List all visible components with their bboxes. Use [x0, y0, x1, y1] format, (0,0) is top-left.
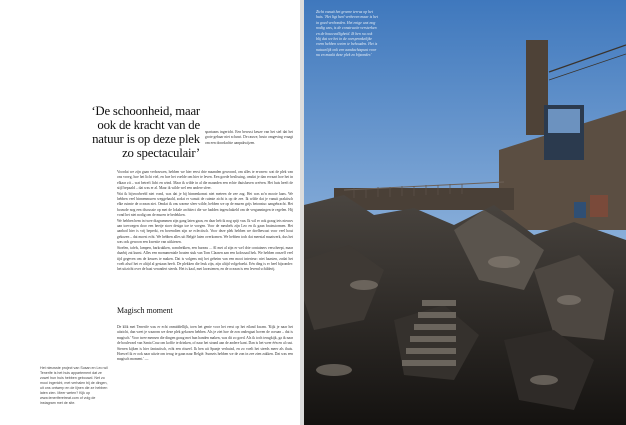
photo-caption-right: Zicht vanuit het groene terras op het huis. 'Het ligt heel verheven maar is het in goed verbonden. Het enige wat nog nodig was, is de constructie versterken en de bouwvalligheid. Ik ben nu ook blij dat we het in de oorspronkelijke vorm hebben weten te behouden. Het is natuurlijk ook een aandachtspunt voor nu en maakt deze plek zo bijzonder.'	[316, 10, 378, 58]
photo-caption-left: Het nieuwste project van Susan en Leo wil Tenerife is het huis appartement dat ze zowel hun huis hebben gebouwd. Net zo mooi ingericht, met verhalen bij de dingen, uit ons ontwerp en de lijnen die ze hebben laten zien. Meer weten? Kijk op www.teneriferetreat.com of volg de instagram met de site.	[40, 366, 108, 405]
lava-rocks	[304, 195, 626, 425]
left-page	[0, 0, 300, 425]
body-column	[117, 170, 293, 273]
subheading: Magisch moment	[117, 306, 173, 315]
body-paragraph: Stoelen, tafels, lampen, barkrukken, wandrekken, een bureau ... Al met al zijn er wel drie containers verscheept, maar daarbij zat kunst. Alles een monumentale houten stuk van Tom Claasen aan een kolossaal hek. We hebben onszelf veel tijd gegeven om de keuzes te maken. Dat is volgens mij het geheim van een mooi interieur: niet haasten, zodat het voelt alsof het er altijd al gestaan heeft. De plekken die leuk zijn, zijn altijd volgeboekt. Eén ding is er heel bijzonder: het uitzicht over de baai verandert steeds. Het is kaal, met lavastenen, en de oceaan is een levend schilderij.	[117, 245, 293, 272]
body-intro: spartaans ingericht. Een bewust keuze van het stel dat het grote gebaar niet schuwt. De rauwe, bruto omgeving vraagt om een doordachte aanpakwijzen.	[205, 130, 293, 145]
body-paragraph: We hebben hem in twee diagrammen zijn gang laten gaan, en daar heb ik nog spijt van. Ik wil er ook graag iets nieuws aan toevoegen door een beetje stoer design toe te voegen. Voor de meubels zijn Leo en ik gaan brainstormen. Het aanbod hier is vrij beperkt, en bovendien zijn ze eclectisch. Voor deze plek hebben we doelbewust voor veel hout gekozen – dat moest echt. We hebben alles uit België laten overkomen. We hebben toch dat meestal maatwerk, dus het was ook gewoon een kwestie van uitkiezen.	[117, 218, 293, 245]
right-page	[304, 0, 626, 425]
house-on-rocks-photo	[304, 0, 626, 425]
body-magisch: De klik met Tenerife was er echt onmiddellijk, toen het genie voor het eerst op het eiland kwam. 'Kijk je naar het uitzicht, dan weet je waarom we deze plek gekozen hebben. Als je ziet hoe de zon ondergaat boven de oceaan – dat is magisch.' Voor twee mensen die dingen graag met hun handen maken, was dit zo goed. Als ik toch terugkijk, ga ik naar de boulevard van Santa Cruz om koffie te drinken, of naar het strand aan de andere kant. Dan is het weer één en al rust. Sterren kijken is hier fantastisch, echt een ritueel. Ik ben uit Spanje verhuisd, en zo voelt het steeds meer als thuis. Hoewel ik er ook naar uitzie om terug te gaan naar België. Sunsets hebben we de zon in zee zien zakken. Dat was een magisch moment.' —	[117, 325, 293, 362]
body-paragraph: Voordat we zijn gaan verbouwen, hebben we hier eerst drie maanden gewoond, om alles te ervaren: wat de plek van ons vroeg, hoe het licht viel, en hoe het voelde om hier te leven. Een goede beslissing, omdat je dan ervaart hoe het in elkaar zit – wat betreft licht en wind. Maar ik wilde in al die maanden een echte thuishaven creëren. Het huis heeft de stijl bepaald – dat was er al. Maar ik wilde wel een andere sfeer.	[117, 170, 293, 191]
body-paragraph: Wat ik bijvoorbeeld niet vond, was dat je bij binnenkomst niet meteen de zee zag. Het was zo'n mooie kans. We hebben veel binnenmuren weggehaald, zodat er vanuit de ruimte zicht is op de zee. Ik wilde dat je vanuit praktisch elke ruimte de oceaan ziet. Omdat ik ons warme sfeer wilde, hebben we op de muren grijs betonstuc aangebracht. Het bouwde nog een discussie op met de lokale architect die we hadden ingeschakeld om de vergunningen te regelen. Hij vond het niet nodig om de muren te bedekken.	[117, 191, 293, 218]
pull-quote: ‘De schoonheid, maar ook de kracht van de natuur is op deze plek zo spectaculair’	[91, 104, 200, 160]
